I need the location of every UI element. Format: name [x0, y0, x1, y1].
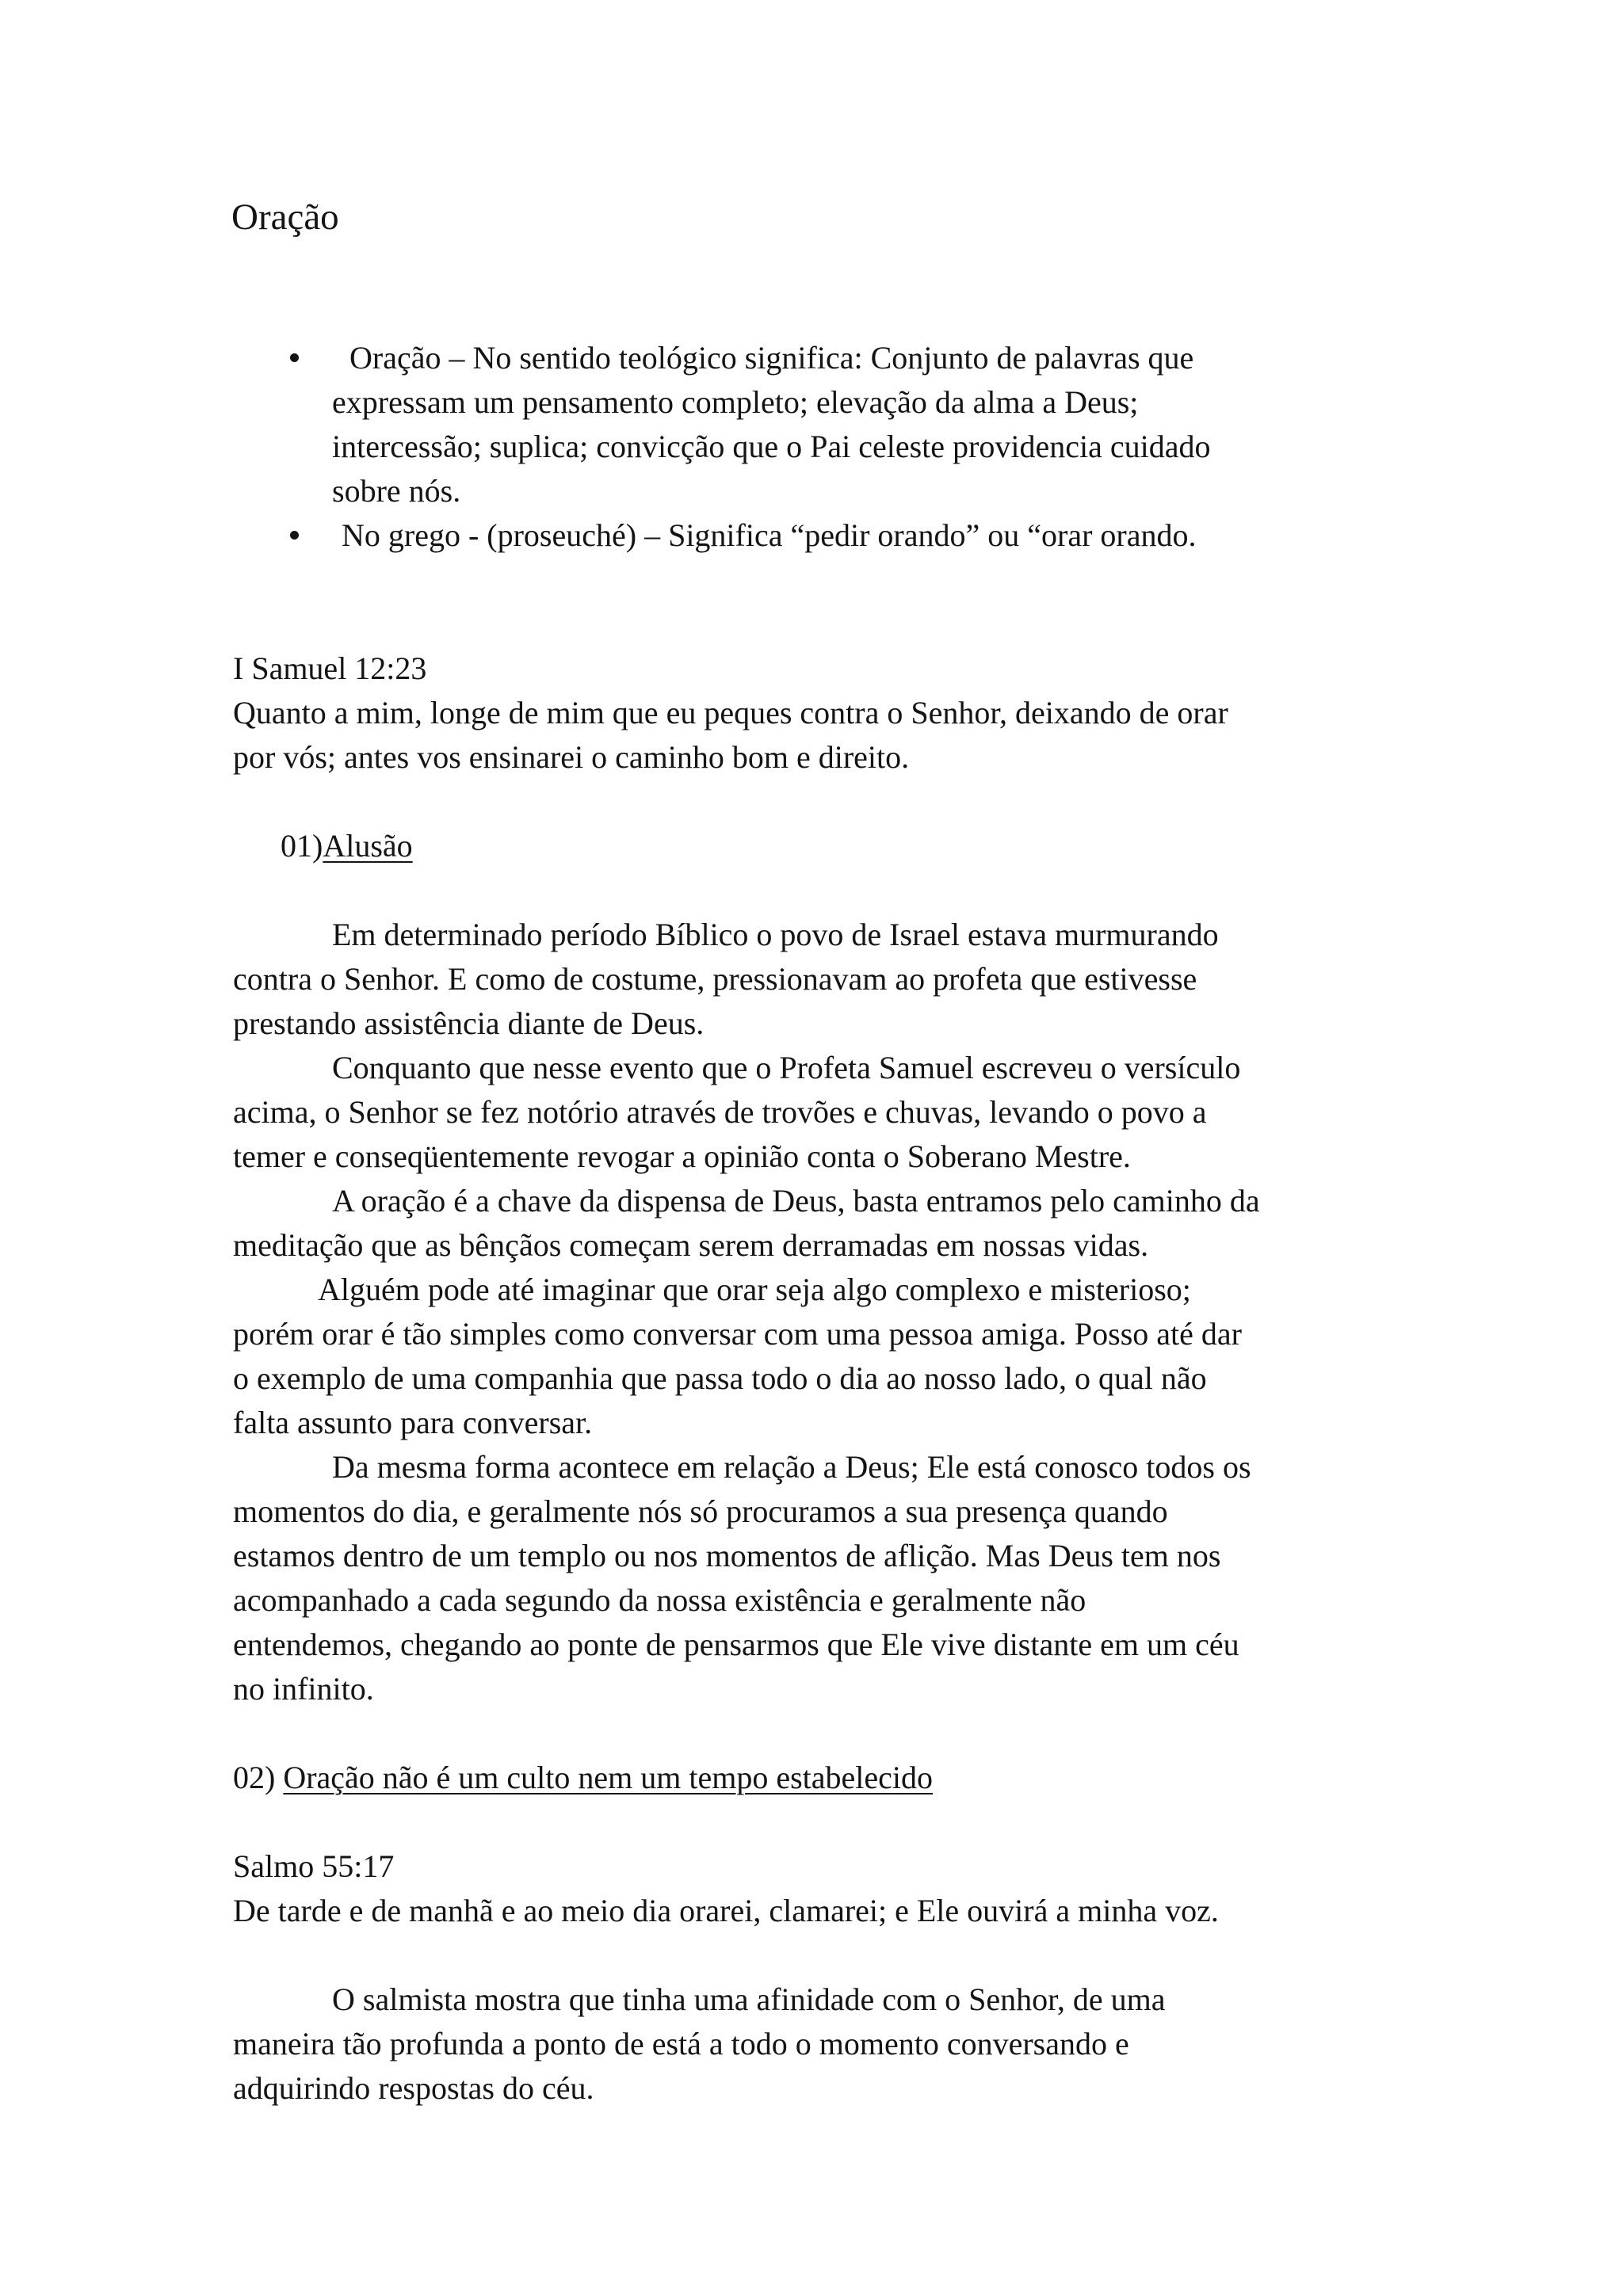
paragraph-line: prestando assistência diante de Deus.	[233, 1005, 705, 1041]
section-number: 02)	[233, 1760, 276, 1795]
definition-line: intercessão; suplica; convicção que o Pai celeste providencia cuidado	[332, 429, 1211, 464]
bullet-icon	[290, 531, 299, 540]
paragraph-line: porém orar é tão simples como conversar com uma pessoa amiga. Posso até dar	[233, 1316, 1242, 1352]
verse-text: De tarde e de manhã e ao meio dia orarei, clamarei; e Ele ouvirá a minha voz.	[233, 1893, 1219, 1928]
section-number: 01)	[281, 828, 323, 864]
paragraph-line: meditação que as bênçãos começam serem derramadas em nossas vidas.	[233, 1227, 1149, 1263]
paragraph-line: no infinito.	[233, 1671, 374, 1707]
paragraph-line: falta assunto para conversar.	[233, 1405, 593, 1440]
definition-greek: No grego - (proseuché) – Significa “pedir orando” ou “orar orando.	[342, 517, 1197, 553]
paragraph-line: Alguém pode até imaginar que orar seja algo complexo e misterioso;	[318, 1272, 1191, 1307]
definition-line: sobre nós.	[332, 473, 461, 509]
section-title: Alusão	[323, 828, 413, 864]
bullet-icon	[290, 353, 299, 362]
paragraph-line: maneira tão profunda a ponto de está a todo o momento conversando e	[233, 2026, 1129, 2061]
paragraph-line: A oração é a chave da dispensa de Deus, basta entramos pelo caminho da	[332, 1183, 1260, 1219]
paragraph-line: Conquanto que nesse evento que o Profeta Samuel escreveu o versículo	[332, 1050, 1241, 1085]
paragraph-line: adquirindo respostas do céu.	[233, 2070, 594, 2106]
section-heading	[233, 1762, 933, 1794]
paragraph-line: temer e conseqüentemente revogar a opinião conta o Soberano Mestre.	[233, 1138, 1131, 1174]
paragraph-line: O salmista mostra que tinha uma afinidade com o Senhor, de uma	[332, 1981, 1166, 2017]
paragraph-line: contra o Senhor. E como de costume, pressionavam ao profeta que estivesse	[233, 961, 1197, 997]
paragraph-line: Da mesma forma acontece em relação a Deus; Ele está conosco todos os	[332, 1449, 1251, 1485]
paragraph-line: entendemos, chegando ao ponte de pensarmos que Ele vive distante em um céu	[233, 1627, 1239, 1662]
section-title: Oração não é um culto nem um tempo estabelecido	[283, 1760, 934, 1795]
verse-reference: I Samuel 12:23	[233, 650, 427, 686]
definition-line: expressam um pensamento completo; elevação da alma a Deus;	[332, 384, 1139, 420]
paragraph-line: acima, o Senhor se fez notório através de trovões e chuvas, levando o povo a	[233, 1094, 1207, 1130]
paragraph-line: o exemplo de uma companhia que passa todo o dia ao nosso lado, o qual não	[233, 1360, 1207, 1396]
document-title: Oração	[231, 196, 339, 238]
section-heading	[281, 830, 413, 862]
paragraph-line: Em determinado período Bíblico o povo de Israel estava murmurando	[332, 917, 1219, 952]
definition-line: Oração – No sentido teológico significa: Conjunto de palavras que	[349, 340, 1194, 376]
verse-reference: Salmo 55:17	[233, 1848, 395, 1884]
paragraph-line: momentos do dia, e geralmente nós só procuramos a sua presença quando	[233, 1493, 1168, 1529]
paragraph-line: estamos dentro de um templo ou nos momentos de aflição. Mas Deus tem nos	[233, 1538, 1221, 1573]
verse-text: por vós; antes vos ensinarei o caminho bom e direito.	[233, 739, 910, 775]
verse-text: Quanto a mim, longe de mim que eu peques contra o Senhor, deixando de orar	[233, 695, 1228, 730]
paragraph-line: acompanhado a cada segundo da nossa existência e geralmente não	[233, 1582, 1086, 1618]
